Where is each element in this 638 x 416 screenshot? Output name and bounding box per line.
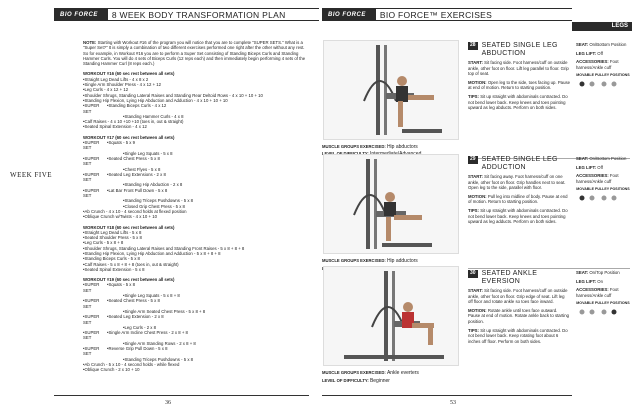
exercise-card — [322, 150, 638, 270]
equipment-settings: SEAT: On/Bottom Position LEG LIFT: Off ACCESSORIES: Foot harness/Ankle cuff MOVABLE PULLEY POSITIONS — [576, 42, 630, 91]
muscle-groups: MUSCLE GROUPS EXERCISED: Hip abductors — [322, 144, 418, 150]
pulley-positions-label: MOVABLE PULLEY POSITIONS — [576, 187, 630, 192]
exercise-title: SEATED ANKLE EVERSION — [481, 270, 538, 285]
exercise-instructions: 30 SEATED ANKLE EVERSION START: Sit facing side. Foot harness/cuff on outside ankle, other foot on floor. Grip edge of seat. Lift leg off floor and rotate ankle so toes face inward. MOTION: Rotate ankle until toes face outward. Pause at end of motion. Rotate ankle back to starting position. TIPS: Sit up straight with abdominals contracted. Do not bend lower back. Keep rotating foot about 6 inches off floor. Perform on both sides. — [468, 270, 570, 344]
equipment-settings: SEAT: On/Top Position LEG LIFT: On ACCESSORIES: Foot harness/Ankle cuff MOVABLE PULLEY POSITIONS — [576, 270, 630, 319]
pulley-positions-label: MOVABLE PULLEY POSITIONS — [576, 301, 630, 306]
right-page — [322, 0, 638, 416]
workout-17-title: WORKOUT #17 (60 sec rest between all sets) — [83, 134, 175, 140]
superset-row: • SUPER SET • Lat Bar Front Pull Down - 5 x 8 — [83, 188, 308, 199]
list-item: • Leg Curls - 4 x 12 + 12 — [83, 87, 308, 92]
exercise-card — [322, 262, 638, 382]
list-item: • Standing Triceps Pushdowns - 5 x 8 — [83, 357, 308, 362]
list-item: • Single Leg Squats - 5 x 8 — [83, 151, 308, 156]
list-item: • Single Leg Squats - 5 x 8 + 8 — [83, 293, 308, 298]
exercise-photo — [323, 266, 459, 366]
exercise-number: 29 — [470, 156, 476, 162]
right-page-title: BIO FORCE™ EXERCISES — [376, 9, 572, 20]
list-item: • Oblique Crunch - 2 x 10 + 10 — [83, 367, 308, 372]
bioforce-logo: BIO FORCE — [54, 12, 104, 18]
list-item: • Single Arm Standing Rows - 2 x 8 + 8 — [83, 341, 308, 346]
list-item: • Seated Shoulder Press - 5 x 8 — [83, 235, 308, 240]
exercise-title: SEATED SINGLE LEG ABDUCTION — [481, 42, 558, 57]
list-item: • Seated Spinal Extension - 5 x 8 — [83, 267, 308, 272]
page-number: 36 — [165, 400, 171, 406]
section-tab-legs: LEGS — [572, 22, 632, 31]
superset-row: • SUPER SET • Reverse Grip Pull Down - 5 x 8 — [83, 346, 308, 357]
list-item: • Single Arm Seated Chest Press - 5 x 8 + 8 — [83, 309, 308, 314]
list-item: • Leg Curls - 5 x 8 + 8 — [83, 240, 308, 245]
muscle-groups: MUSCLE GROUPS EXERCISED: Hip adductors — [322, 258, 418, 264]
footer-rule — [54, 395, 309, 396]
workout-plan-column — [83, 40, 308, 373]
exercise-instructions: 28 SEATED SINGLE LEG ABDUCTION START: Sit facing side. Foot harness/cuff on outside ankle, other foot on floor. Lift leg parallel to floor. Grip top of seat. MOTION: Open leg to the side, toes facing up. Pause at end of motion. Return to starting position. TIPS: Sit up straight with abdominals contracted. Do not bend lower back. Keep knees and toes pointing upward as leg abducts. Perform on both sides. — [468, 42, 571, 111]
list-item: • Oblique Crunch w/Twists - 4 x 10 + 10 — [83, 214, 308, 219]
equipment-settings: SEAT: On/Bottom Position LEG LIFT: Off ACCESSORIES: Foot harness/Ankle cuff MOVABLE PULLEY POSITIONS — [576, 156, 630, 205]
workout-19-title: WORKOUT #19 (60 sec rest between all sets) — [83, 277, 175, 283]
list-item: • Standing Hip Flexion, Lying Hip Abduction and Adduction - 5 x 8 + 8 + 8 — [83, 251, 308, 256]
list-item: • Ab Crunch - 4 x 10 - 4 second holds at flexed position — [83, 209, 308, 214]
pulley-diagram — [576, 79, 620, 89]
list-item: • Shoulder Shrugs, Standing Lateral Raises and Standing Rear Deltoid Rows - 4 x 10 + 10 + 10 — [83, 93, 308, 98]
list-item: • Shoulder Shrugs, Standing Lateral Raises and Standing Front Raises - 5 x 8 + 8 + 8 — [83, 246, 308, 251]
list-item: • Calf Raises - 5 x 8 + 8 + 8 (toes in, out & straight) — [83, 262, 308, 267]
week-five-label: WEEK FIVE — [10, 171, 53, 179]
list-item: • Straight Leg Dead Lifts - 5 x 8 — [83, 230, 308, 235]
exercise-title: SEATED SINGLE LEG ADDUCTION — [481, 156, 558, 171]
list-item: • Calf Raises - 4 x 10 +10 +10 (toes in, out & straight) — [83, 119, 308, 124]
list-item: • Ab Crunch - 5 x 10 - 4 second holds - while flexed — [83, 362, 308, 367]
exercise-photo — [323, 154, 459, 254]
superset-row: • SUPER SET • Single Arm Incline Chest Press - 2 x 8 + 8 — [83, 330, 308, 341]
difficulty-level: LEVEL OF DIFFICULTY: Beginner — [322, 378, 390, 384]
list-item: • Standing Hammer Curls - 4 x 8 — [83, 114, 308, 119]
exercise-photo — [323, 40, 459, 140]
superset-row: • SUPER SET • Seated Chest Press - 5 x 8 — [83, 298, 308, 309]
exercise-number: 28 — [470, 42, 476, 48]
superset-row: • SUPER SET • Seated Chest Press - 5 x 8 — [83, 156, 308, 167]
left-page-title: 8 WEEK BODY TRANSFORMATION PLAN — [108, 9, 319, 20]
list-item: • Seated Spinal Extension - 4 x 12 — [83, 124, 308, 129]
right-header-bar — [322, 8, 572, 21]
exercise-card — [322, 38, 638, 158]
pulley-diagram — [576, 307, 620, 317]
superset-row: • SUPER SET • Squats - 5 x 8 — [83, 282, 308, 293]
exercise-instructions: 29 SEATED SINGLE LEG ADDUCTION START: Sit facing away. Foot harness/cuff on one ankle, other foot on floor. Grip handles next to seat. Open leg to the side, parallel with floor. MOTION: Pull leg into midline of body. Pause at end of motion. Return to starting position. TIPS: Sit up straight with abdominals contracted. Do not bend lower back. Keep knees and toes pointing upward as leg adducts. Perform on both sides. — [468, 156, 568, 225]
list-item: • Closed Grip Chest Press - 5 x 8 — [83, 204, 308, 209]
list-item: • Chest Flyes - 5 x 8 — [83, 167, 308, 172]
superset-row: • SUPER SET • Seated Leg Extension - 2 x 8 — [83, 314, 308, 325]
list-item: • Single Arm Shoulder Press - 4 x 12 + 12 — [83, 82, 308, 87]
workout-18-title: WORKOUT #18 (60 sec rest between all sets) — [83, 224, 175, 230]
superset-row: • SUPER SET • Standing Biceps Curls - 4 x 12 — [83, 103, 308, 114]
list-item: • Standing Biceps Curls - 5 x 8 — [83, 256, 308, 261]
list-item: • Standing Triceps Pushdowns - 5 x 8 — [83, 198, 308, 203]
workout-16-title: WORKOUT #16 (60 sec rest between all sets) — [83, 71, 175, 77]
list-item: • Standing Hip Abduction - 2 x 8 — [83, 182, 308, 187]
list-item: • Straight Leg Dead Lifts - 4 x 8 x 2 — [83, 77, 308, 82]
superset-row: • SUPER SET • Seated Leg Extensions - 2 x 8 — [83, 172, 308, 183]
muscle-groups: MUSCLE GROUPS EXERCISED: Ankle everters — [322, 370, 419, 376]
list-item: • Leg Curls - 2 x 8 — [83, 325, 308, 330]
pulley-positions-label: MOVABLE PULLEY POSITIONS — [576, 73, 630, 78]
super-set-note: NOTE: Starting with Workout #16 of the program you will notice that you are to complete "SUPER SETS." What is a "Super Set?" It is simply a combination of two different exercises performed one right after the other without any rest. So for example, in Workout #16 you are to perform a Super Set consisting of Standing Biceps Curls and Standing Hammer Curls. You will do 4 sets of Biceps Curls (12 reps each) and then immediately begin performing 4 sets of the Standing Hammer Curl (8 reps each.) — [83, 40, 306, 67]
pulley-diagram — [576, 193, 620, 203]
bioforce-logo: BIO FORCE — [322, 12, 372, 18]
page-number: 53 — [450, 400, 456, 406]
left-header-bar — [54, 8, 319, 21]
superset-row: • SUPER SET • Squats - 5 x 9 — [83, 140, 308, 151]
list-item: • Standing Hip Flexion, Lying Hip Abduction and Adduction - 4 x 10 + 10 + 10 — [83, 98, 308, 103]
footer-rule — [322, 395, 572, 396]
exercise-number: 30 — [470, 270, 476, 276]
